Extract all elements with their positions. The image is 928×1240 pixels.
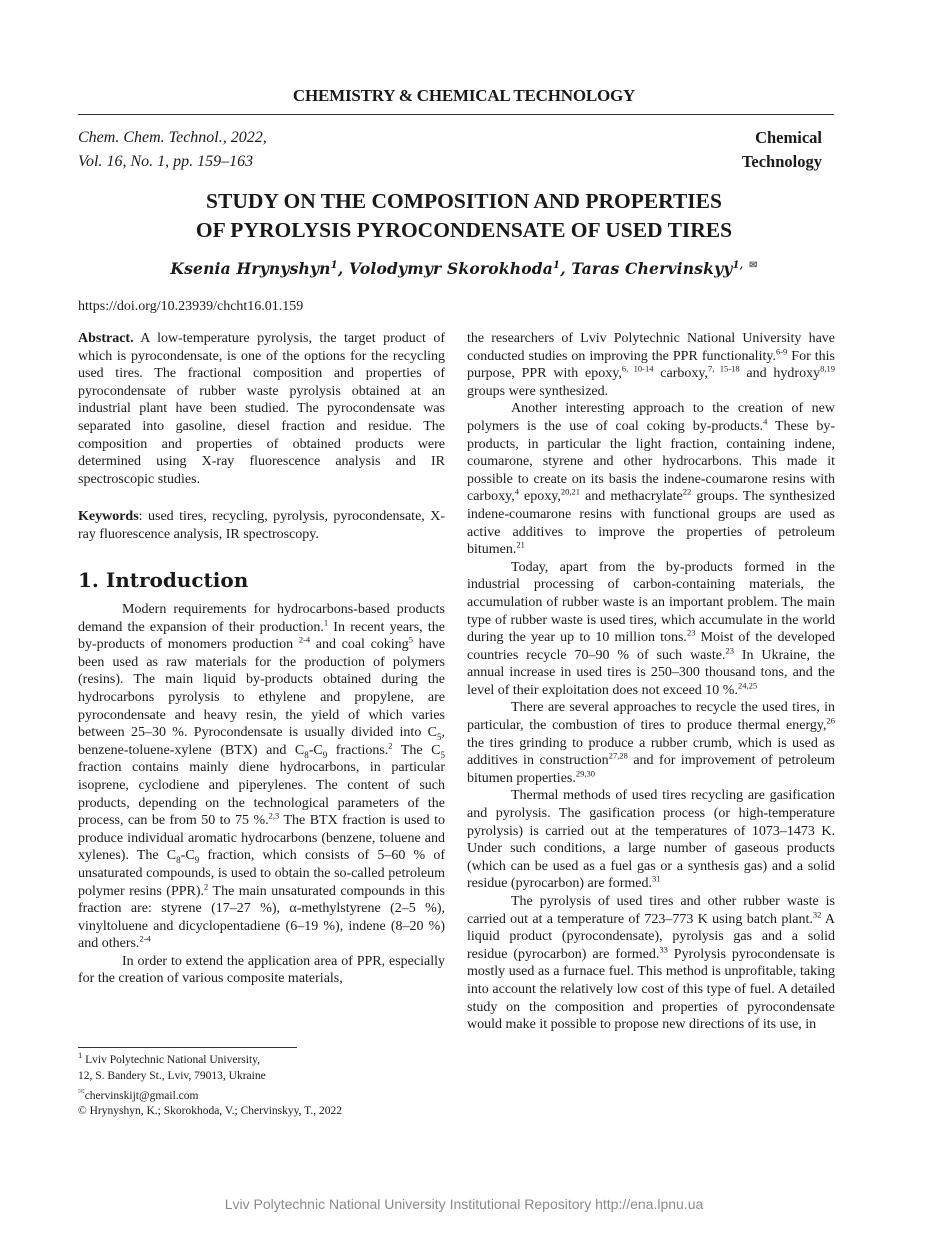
envelope-icon: ✉: [78, 1087, 85, 1096]
paragraph: Modern requirements for hydrocarbons-based products demand the expansion of their production.$^1$ In recent years, the by-products of monomers production $^{2-4}$ and coal coking$^5$ have been used as raw materials for the production of polymers (resins). The main liquid by-products obtained during the hydrocarbons pyrolysis to ethylene and propylene, are pyrocondensate and heavy resin, the yield of which varies between 25–30 %. Pyrocondensate is usually divided into $C_5$, benzene-toluene-xylene (BTX) and $C_8-C_9$ fractions.$^2$ The $C_5$ fraction contains mainly diene hydrocarbons, in particular isoprene, cyclodiene and piperylenes. The content of such products, depending on the technological parameters of the process, can be from 50 to 75 %.$^{2,3}$ The BTX fraction is used to produce individual aromatic hydrocarbons (benzene, toluene and xylenes). The $C_8-C_9$ fraction, which consists of 5–60 % of unsaturated compounds, is used to obtain the so-called petroleum polymer resins (PPR).$^2$ The main unsaturated compounds in this fraction are: styrene (17–27 %), α-methylstyrene (2–5 %), vinyltoluene and dicyclopentadiene (6–19 %), indene (8–20 %) and others.$^{2-4}$: [78, 602, 446, 952]
footnote-email: [78, 1084, 342, 1104]
abstract-text: A low-temperature pyrolysis, the target product of which is pyrocondensate, is one of the options for the recycling used tires. The fractional composition and properties of pyrocondensate of rubber waste pyrolysis obtained at an industrial plant have been studied. The pyrocondensate was separated into gasoline, diesel fraction and residue. The composition and properties of obtained products were determined using X-ray fluorescence analysis and IR spectroscopic studies.: [78, 331, 445, 487]
paragraph: Thermal methods of used tires recycling are gasification and pyrolysis. The gasification process (or high-temperature pyrolysis) is carried out at the temperatures of 1073–1473 K. Under such conditions, a large number of gaseous products (which can be used as a fuel gas or a synthesis gas) and a solid residue (pyrocarbon) are formed.$^{31}$: [467, 788, 835, 892]
author-name: Volodymyr Skorokhoda: [349, 259, 554, 278]
title-line-1: STUDY ON THE COMPOSITION AND PROPERTIES: [206, 189, 722, 213]
author-affiliation: 1,: [732, 259, 744, 271]
abstract-label: Abstract.: [78, 331, 134, 346]
journal-header: CHEMISTRY & CHEMICAL TECHNOLOGY: [292, 86, 636, 105]
article-title: [0, 187, 928, 245]
doi-link[interactable]: https://doi.org/10.23939/chcht16.01.159: [78, 299, 304, 314]
keywords: [78, 508, 445, 543]
paragraph: There are several approaches to recycle the used tires, in particular, the combustion of tires to produce thermal energy,$^{26}$ the tires grinding to produce a rubber crumb, which is used as additives in construction$^{27,28}$ and for improvement of petroleum bitumen properties.$^{29,30}$: [467, 700, 835, 786]
keywords-label: Keywords: [78, 509, 139, 524]
introduction-right-column: [467, 330, 835, 1034]
paragraph: Today, apart from the by-products formed in the industrial processing of carbon-containing materials, the accumulation of rubber waste is an important problem. The main type of rubber waste is used tires, which accumulate in the world during the year up to 10 million tons.$^{23}$ Moist of the developed countries recycle 70–90 % of such waste.$^{23}$ In Ukraine, the annual increase in used tires is 250–300 thousand tons, and the level of their exploitation does not exceed 10 %.$^{24,25}$: [467, 559, 835, 698]
section-heading: 1. Introduction: [78, 568, 249, 592]
category-line-1: Chemical: [755, 128, 822, 147]
category: [742, 126, 822, 174]
keywords-text: : used tires, recycling, pyrolysis, pyrocondensate, X-ray fluorescence analysis, IR spectroscopy.: [78, 509, 445, 542]
abstract: [78, 330, 445, 488]
paragraph: the researchers of Lviv Polytechnic National University have conducted studies on improving the PPR functionality.$^{6-9}$ For this purpose, PPR with epoxy,$^{6, 10-14}$ carboxy,$^{7, 15-18}$ and hydroxy$^{8,19}$ groups were synthesized.: [467, 331, 835, 399]
citation: [78, 126, 267, 174]
footnote-affiliation: $^1$ Lviv Polytechnic National University,: [78, 1050, 261, 1066]
paragraph: The pyrolysis of used tires and other rubber waste is carried out at a temperature of 723–773 K using batch plant.$^{32}$ A liquid product (pyrocondensate), pyrolysis gas and a solid residue (pyrocarbon) are formed.$^{33}$ Pyrolysis pyrocondensate is mostly used as a furnace fuel. This method is unprofitable, taking into account the relatively low cost of this type of fuel. A detailed study on the composition and properties of pyrocondensate would make it possible to propose new directions of its use, in: [467, 894, 835, 1033]
footnote-rule: [78, 1047, 297, 1048]
footnote-copyright: © Hrynyshyn, K.; Skorokhoda, V.; Chervinskyy, T., 2022: [78, 1105, 342, 1118]
envelope-icon: ✉: [748, 259, 758, 271]
footnote: [78, 1050, 342, 1120]
author-affiliation: 1: [330, 259, 338, 271]
header-rule: [78, 114, 834, 115]
footnote-address: 12, S. Bandery St., Lviv, 79013, Ukraine: [78, 1069, 266, 1082]
citation-line-2: Vol. 16, No. 1, pp. 159–163: [78, 153, 254, 170]
author-list: Ksenia Hrynyshyn$^1$, Volodymyr Skorokhoda$^1$, Taras Chervinskyy$^{1,}$ ✉: [170, 259, 758, 278]
repository-footer: Lviv Polytechnic National University Institutional Repository http://ena.lpnu.ua: [224, 1196, 704, 1212]
title-line-2: OF PYROLYSIS PYROCONDENSATE OF USED TIRES: [195, 218, 733, 242]
author-name: Taras Chervinskyy: [571, 259, 733, 278]
paragraph: Another interesting approach to the creation of new polymers is the use of coal coking by-products.$^4$ These by-products, in particular the light fraction, containing indene, coumarone, styrene and other hydrocarbons. This made it possible to create on its basis the indene-coumarone resins with carboxy,$^4$ epoxy,$^{20,21}$ and methacrylate$^{22}$ groups. The synthesized indene-coumarone resins with functional groups are used as active additives to improve the properties of petroleum bitumen.$^{21}$: [467, 401, 835, 558]
introduction-left-column: [78, 601, 445, 988]
author-name: Ksenia Hrynyshyn: [170, 259, 331, 278]
paragraph: In order to extend the application area of PPR, especially for the creation of various composite materials,: [78, 953, 445, 987]
citation-line-1: Chem. Chem. Technol., 2022,: [78, 129, 267, 146]
category-line-2: Technology: [741, 152, 822, 171]
email-link[interactable]: chervinskijt@gmail.com: [84, 1089, 199, 1102]
author-affiliation: 1: [553, 259, 561, 271]
